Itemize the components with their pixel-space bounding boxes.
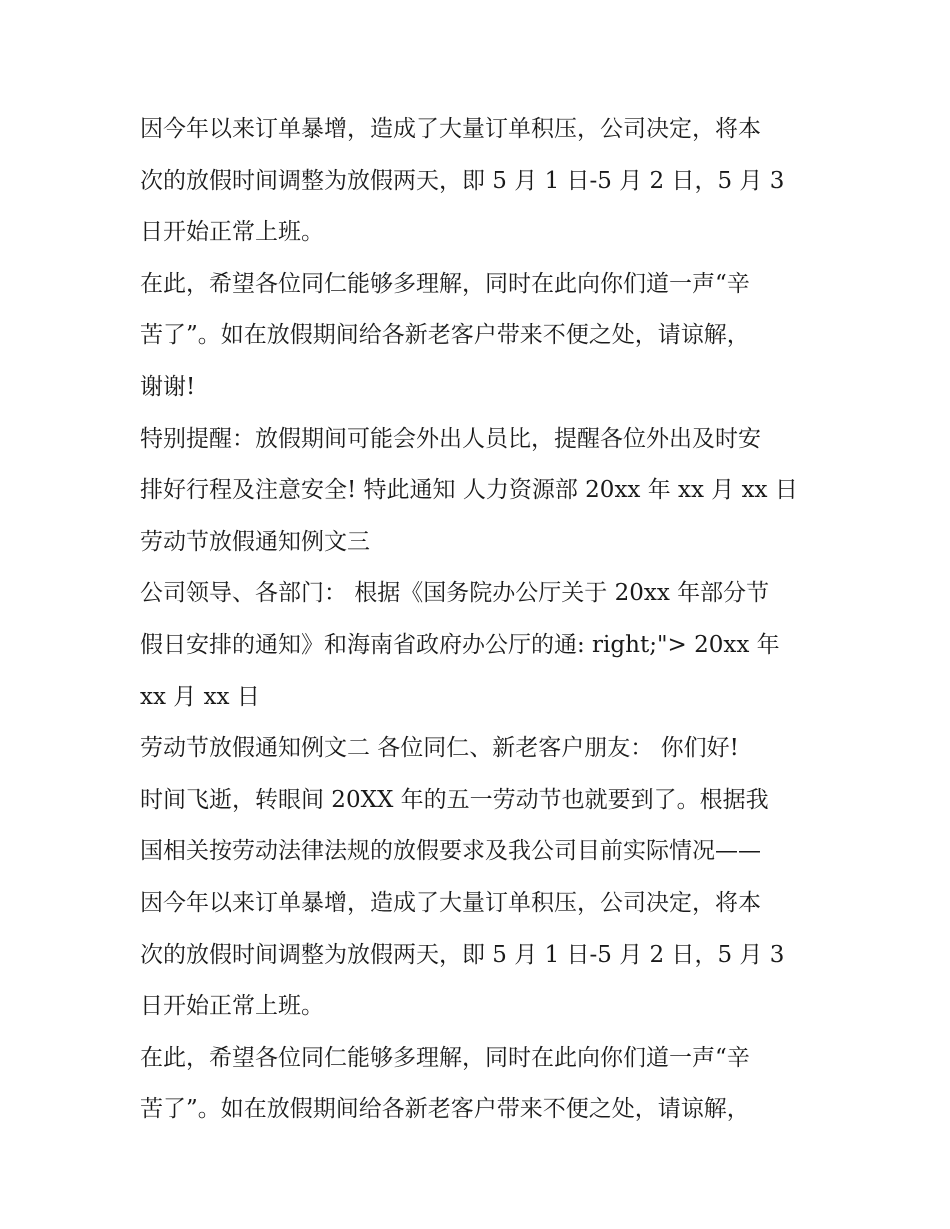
text-line: 劳动节放假通知例文二 各位同仁、新老客户朋友： 你们好!: [140, 735, 739, 762]
text-line: 假日安排的通知》和海南省政府办公厅的通: right;"> 20xx 年: [140, 631, 780, 658]
text-line: 次的放假时间调整为放假两天，即 5 月 1 日-5 月 2 日，5 月 3: [140, 167, 785, 194]
text-line: 日开始正常上班。: [140, 219, 324, 246]
text-line: 时间飞逝，转眼间 20XX 年的五一劳动节也就要到了。根据我: [140, 786, 769, 813]
section-heading: 劳动节放假通知例文三: [140, 528, 370, 555]
text-line: 在此，希望各位同仁能够多理解，同时在此向你们道一声“辛: [140, 270, 750, 297]
text-line: 苦了”。如在放假期间给各新老客户带来不便之处，请谅解，: [140, 322, 750, 349]
document-body: [140, 104, 820, 1136]
text-line: 日开始正常上班。: [140, 993, 324, 1020]
text-line: 苦了”。如在放假期间给各新老客户带来不便之处，请谅解，: [140, 1096, 750, 1123]
text-line: 国相关按劳动法律法规的放假要求及我公司目前实际情况——: [140, 838, 761, 865]
text-line: 在此，希望各位同仁能够多理解，同时在此向你们道一声“辛: [140, 1044, 750, 1071]
text-line: 因今年以来订单暴增，造成了大量订单积压，公司决定，将本: [140, 116, 761, 142]
text-line: 公司领导、各部门： 根据《国务院办公厅关于 20xx 年部分节: [140, 580, 770, 607]
text-line: 因今年以来订单暴增，造成了大量订单积压，公司决定，将本: [140, 889, 761, 916]
text-line: 排好行程及注意安全! 特此通知 人力资源部 20xx 年 xx 月 xx 日: [140, 477, 798, 504]
text-line: xx 月 xx 日: [140, 683, 260, 710]
text-line: 特别提醒：放假期间可能会外出人员比，提醒各位外出及时安: [140, 425, 761, 452]
text-line: 次的放假时间调整为放假两天，即 5 月 1 日-5 月 2 日，5 月 3: [140, 941, 785, 968]
text-line: 谢谢!: [140, 373, 196, 400]
